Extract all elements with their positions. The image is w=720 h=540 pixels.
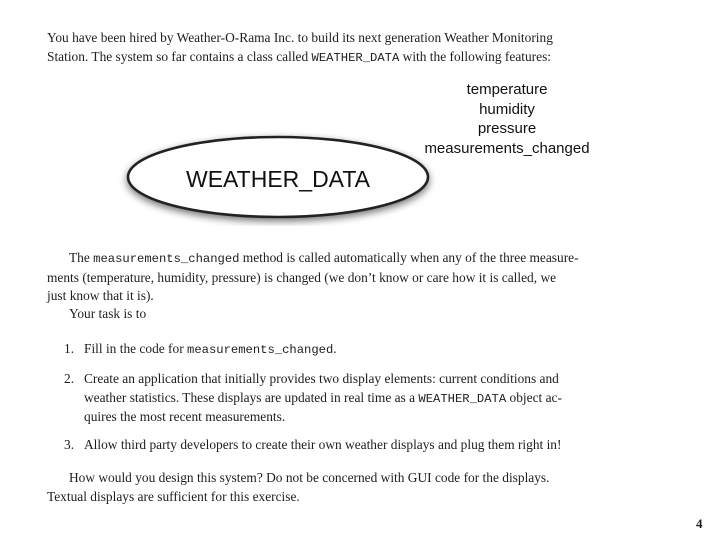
task-2-line-3: quires the most recent measurements.: [84, 409, 286, 424]
description-l1-post: method is called automatically when any of the three measure-: [239, 250, 579, 265]
intro-line-1: You have been hired by Weather-O-Rama Inc. to build its next generation Weather Monitoring: [47, 30, 553, 45]
task-2-line-2-post: object ac-: [506, 389, 562, 405]
task-1-pre: Fill in the code for: [84, 341, 188, 356]
feature-list: [412, 80, 602, 158]
task-number: 3.: [64, 437, 75, 452]
description-line-3: just know that it is).: [47, 288, 154, 303]
feature-item: measurements_changed: [424, 139, 590, 157]
task-text: [84, 370, 672, 427]
task-text: Allow third party developers to create their own weather displays and plug them right in!: [84, 437, 562, 452]
closing-line-2: Textual displays are sufficient for this exercise.: [47, 488, 300, 504]
task-text: [84, 340, 672, 360]
description-line-2: ments (temperature, humidity, pressure) is changed (we don’t know or care how it is called, we: [47, 269, 557, 285]
page-number: 4: [696, 516, 703, 531]
task-number: 1.: [64, 341, 75, 356]
closing-line-1: How would you design this system? Do not be concerned with GUI code for the displays.: [69, 470, 550, 485]
task-2-line-2: [84, 389, 672, 409]
class-ellipse-diagram: [118, 130, 438, 226]
task-2-line-2-pre: weather statistics. These displays are updated in real time as a: [84, 389, 419, 405]
task-1-code: measurements_changed: [187, 343, 334, 357]
intro-paragraph: [47, 29, 673, 67]
description-line-1: [47, 249, 673, 269]
description-pre: The: [69, 250, 94, 265]
task-intro: Your task is to: [69, 306, 147, 321]
closing-paragraph: [47, 469, 673, 506]
feature-item: temperature: [466, 81, 548, 98]
task-1-post: .: [333, 341, 337, 356]
feature-item: pressure: [477, 120, 537, 137]
method-name: measurements_changed: [93, 252, 240, 266]
description-paragraph: [47, 249, 673, 306]
class-name-label: WEATHER_DATA: [185, 166, 371, 192]
intro-line-2-pre: Station. The system so far contains a class called: [47, 48, 312, 64]
intro-class-name: WEATHER_DATA: [311, 50, 400, 65]
intro-line-2-post: with the following features:: [399, 48, 552, 64]
task-number: 2.: [64, 371, 75, 386]
feature-item: humidity: [479, 100, 535, 118]
task-2-line-1: Create an application that initially provides two display elements: current conditions and: [84, 371, 559, 386]
task-2-code: WEATHER_DATA: [418, 391, 507, 406]
